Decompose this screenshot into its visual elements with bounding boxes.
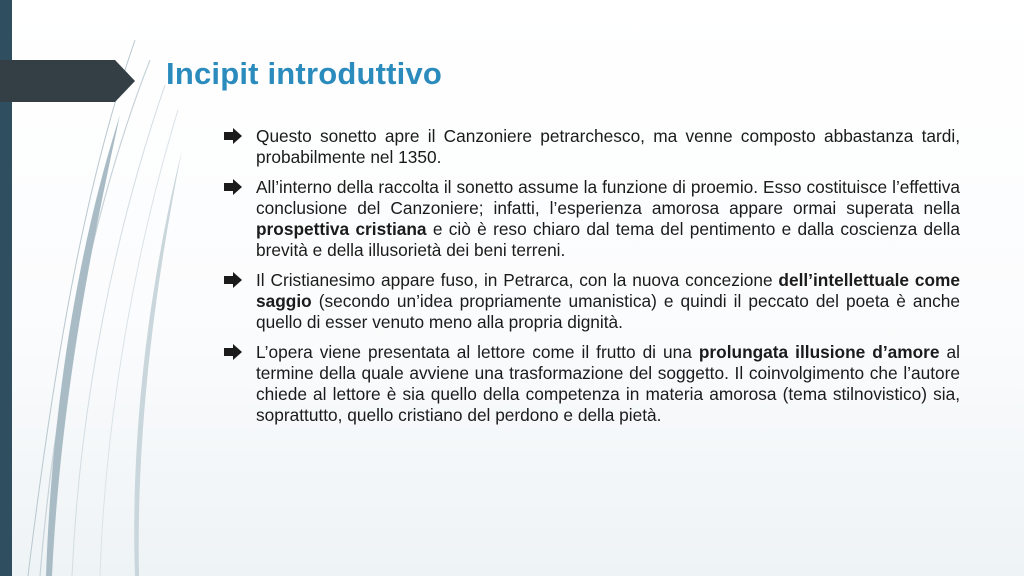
bullet-text: Questo sonetto apre il Canzoniere petrarchesco, ma venne composto abbastanza tardi, probabilmente nel 1350. (256, 126, 960, 167)
bullet-emphasis: prolungata illusione d’amore (698, 342, 940, 362)
bullet-item-1 (224, 126, 960, 168)
bullet-item-4 (224, 342, 960, 426)
bullet-text: L’opera viene presentata al lettore come il frutto di una (256, 342, 699, 362)
slide-title: Incipit introduttivo (166, 56, 443, 91)
bullet-text: al termine della quale avviene una trasformazione del soggetto. Il coinvolgimento che l’autore chiede al lettore è sia quello della competenza in materia amorosa (tema stilnovistico) sia, soprattutto, quello cristiano del perdono e della pietà. (256, 342, 960, 425)
bullet-text: e ciò è reso chiaro dal tema del pentimento e dalla coscienza della brevità e della illusorietà dei beni terreni. (256, 219, 960, 260)
title-arrow-shape (0, 60, 135, 102)
bullet-list (224, 126, 960, 435)
bullet-emphasis: dell’intellettuale come saggio (256, 270, 960, 311)
right-arrow-icon (224, 272, 242, 288)
bullet-text: (secondo un’idea propriamente umanistica) e quindi il peccato del poeta è anche quello di esser venuto meno alla propria dignità. (256, 291, 960, 332)
bullet-item-2 (224, 177, 960, 261)
right-arrow-icon (224, 179, 242, 195)
bullet-text: All’interno della raccolta il sonetto assume la funzione di proemio. Esso costituisce l’effettiva conclusione del Canzoniere; infatti, l’esperienza amorosa appare ormai superata nella (256, 177, 960, 218)
bullet-emphasis: prospettiva cristiana (256, 219, 427, 239)
bullet-text: Il Cristianesimo appare fuso, in Petrarca, con la nuova concezione (256, 270, 779, 290)
right-arrow-icon (224, 128, 242, 144)
bullet-item-3 (224, 270, 960, 333)
right-arrow-icon (224, 344, 242, 360)
